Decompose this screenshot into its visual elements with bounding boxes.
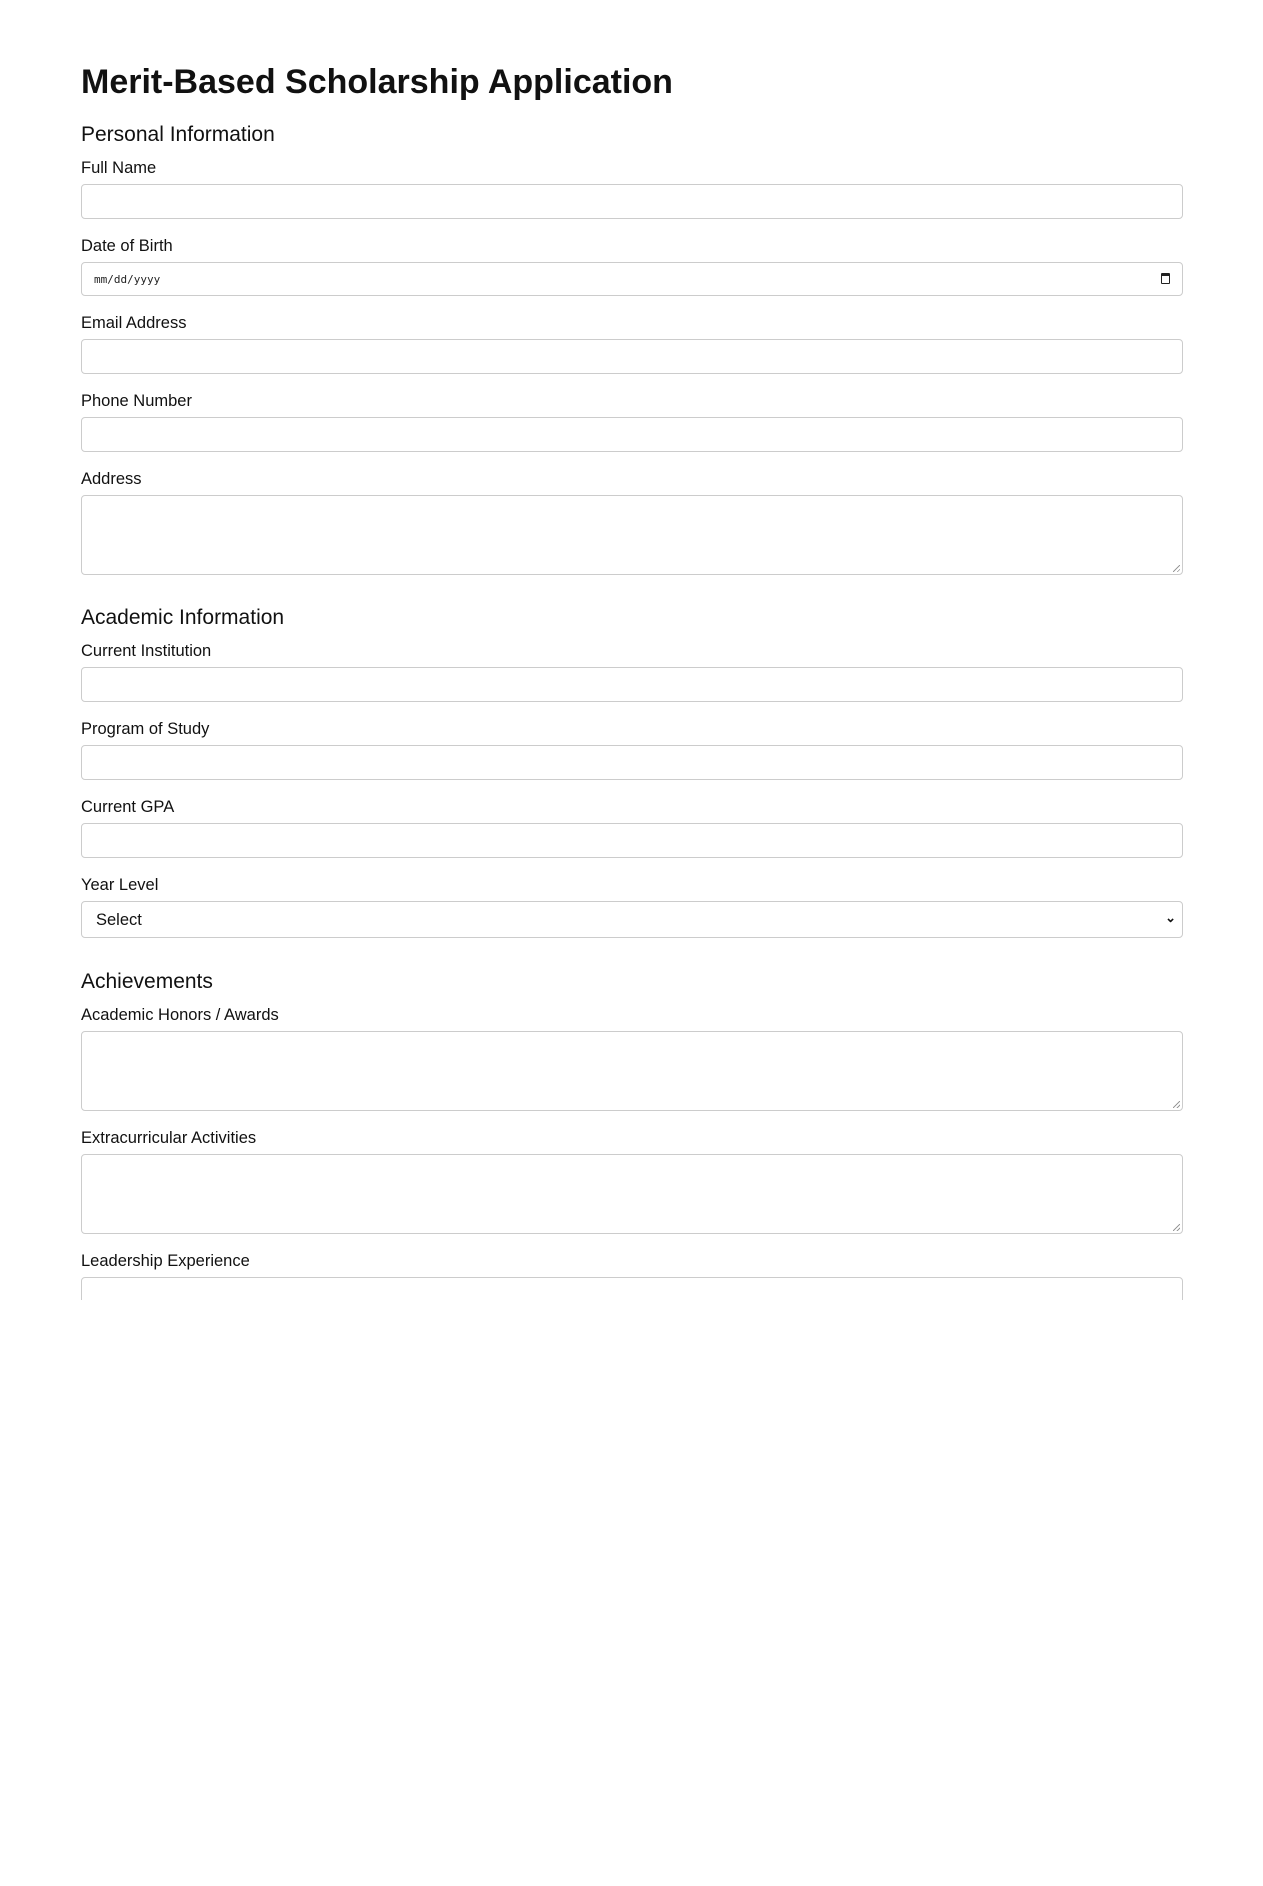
- full-name-input[interactable]: [81, 184, 1183, 219]
- full-name-label: Full Name: [81, 159, 157, 177]
- institution-input[interactable]: [81, 667, 1183, 702]
- email-group: [81, 313, 1183, 374]
- extracurricular-textarea[interactable]: [81, 1154, 1183, 1234]
- address-textarea[interactable]: [81, 495, 1183, 575]
- page-title: Merit-Based Scholarship Application: [81, 63, 673, 101]
- program-group: [81, 719, 1183, 780]
- resize-handle-icon[interactable]: [1173, 565, 1180, 572]
- resize-handle-icon[interactable]: [1173, 1224, 1180, 1231]
- year-level-group: [81, 875, 1183, 938]
- phone-input[interactable]: [81, 417, 1183, 452]
- honors-label: Academic Honors / Awards: [81, 1006, 279, 1024]
- year-level-label: Year Level: [81, 876, 159, 894]
- email-label: Email Address: [81, 314, 187, 332]
- date-of-birth-label: Date of Birth: [81, 237, 173, 255]
- resize-handle-icon[interactable]: [1173, 1101, 1180, 1108]
- email-input[interactable]: [81, 339, 1183, 374]
- section-academic-information: [81, 605, 1183, 955]
- date-of-birth-input[interactable]: [81, 262, 1183, 296]
- section-personal-information: [81, 122, 1183, 592]
- extracurricular-group: [81, 1128, 1183, 1234]
- leadership-label: Leadership Experience: [81, 1252, 250, 1270]
- gpa-label: Current GPA: [81, 798, 175, 816]
- section-heading: Personal Information: [81, 123, 275, 146]
- date-placeholder: mm/dd/yyyy: [94, 273, 161, 286]
- phone-group: [81, 391, 1183, 452]
- institution-group: [81, 641, 1183, 702]
- chevron-down-icon: ⌄: [1165, 910, 1176, 925]
- program-input[interactable]: [81, 745, 1183, 780]
- section-heading: Academic Information: [81, 606, 285, 629]
- phone-label: Phone Number: [81, 392, 192, 410]
- leadership-group: [81, 1251, 1183, 1300]
- date-of-birth-group: [81, 236, 1183, 296]
- program-label: Program of Study: [81, 720, 210, 738]
- gpa-group: [81, 797, 1183, 858]
- leadership-textarea[interactable]: [81, 1277, 1183, 1300]
- gpa-input[interactable]: [81, 823, 1183, 858]
- year-level-select[interactable]: [81, 901, 1183, 938]
- address-label: Address: [81, 470, 142, 488]
- honors-textarea[interactable]: [81, 1031, 1183, 1111]
- extracurricular-label: Extracurricular Activities: [81, 1129, 257, 1147]
- full-name-group: [81, 158, 1183, 219]
- honors-group: [81, 1005, 1183, 1111]
- address-group: [81, 469, 1183, 575]
- section-achievements: [81, 969, 1183, 1300]
- section-heading: Achievements: [81, 970, 213, 993]
- institution-label: Current Institution: [81, 642, 212, 660]
- calendar-icon[interactable]: [1161, 273, 1170, 284]
- year-level-selected: Select: [96, 911, 142, 929]
